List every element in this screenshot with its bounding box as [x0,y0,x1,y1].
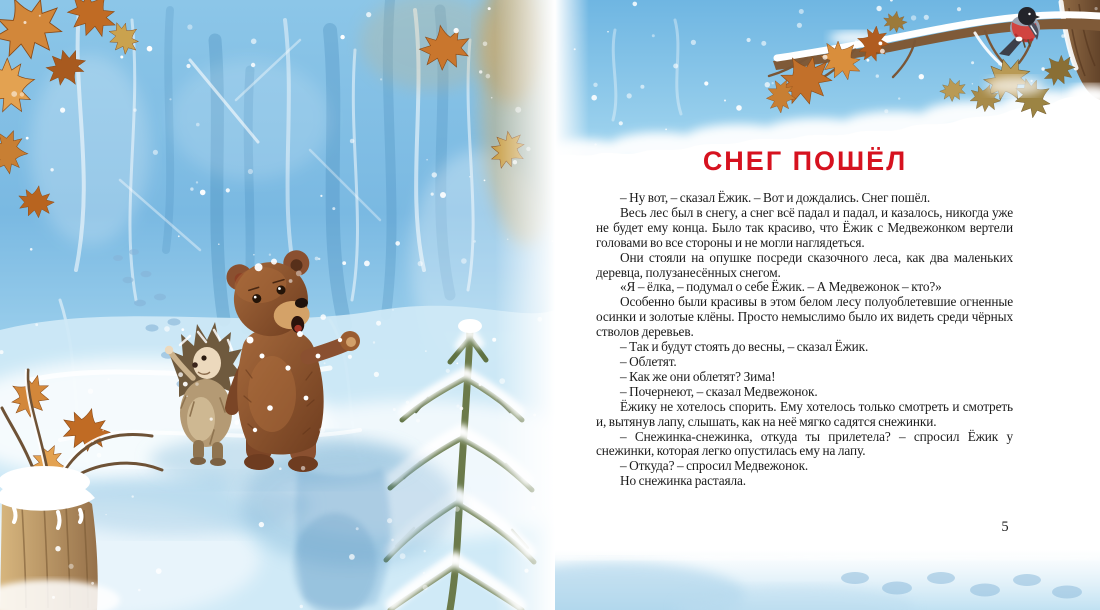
paragraph: Они стояли на опушке посреди сказочного леса, как два маленьких деревца, полузанесённых снегом. [596,249,1013,280]
gutter-fade [495,0,555,610]
paragraph: Весь лес был в снегу, а снег всё падал и падал, и казалось, никогда уже не будет ему конца. Было так красиво, что Ёжик с Медвежонком вертели головами во все стороны и не могли наглядеться. [596,204,1013,250]
paragraph: – Облетят. [620,353,677,369]
paragraph: – Как же они облетят? Зима! [620,368,776,384]
footer-snow-wash [555,530,1100,610]
paragraph: «Я – ёлка, – подумал о себе Ёжик. – А Медвежонок – кто?» [620,279,942,295]
paragraph: Ёжику не хотелось спорить. Ему хотелось только смотреть и смотреть и, вытянув лапу, слышать, как на неё мягко садятся снежинки. [596,398,1013,429]
header-illustration [555,0,1100,160]
paragraph: – Снежинка-снежинка, откуда ты прилетела? – спросил Ёжик у снежинки, которая легко опустилась ему на лапу. [596,428,1013,459]
paragraph: – Ну вот, – сказал Ёжик. – Вот и дождались. Снег пошёл. [620,190,931,205]
paragraph: Но снежинка растаяла. [620,473,746,489]
paragraph: – Откуда? – спросил Медвежонок. [620,458,809,474]
paragraph: Особенно были красивы в этом белом лесу полуоблетевшие огненные осинки и золотые клёны. Просто немыслимо было их видеть среди чёрных стволов деревьев. [596,294,1013,340]
page-number: 5 [1001,519,1009,535]
story-text [596,191,1013,489]
header-left-fade [555,0,589,160]
chapter-title: СНЕГ ПОШЁЛ [702,146,908,176]
right-page [555,0,1100,610]
paragraph: – Почернеют, – сказал Медвежонок. [620,383,818,399]
paragraph: – Так и будут стоять до весны, – сказал Ёжик. [620,339,869,355]
